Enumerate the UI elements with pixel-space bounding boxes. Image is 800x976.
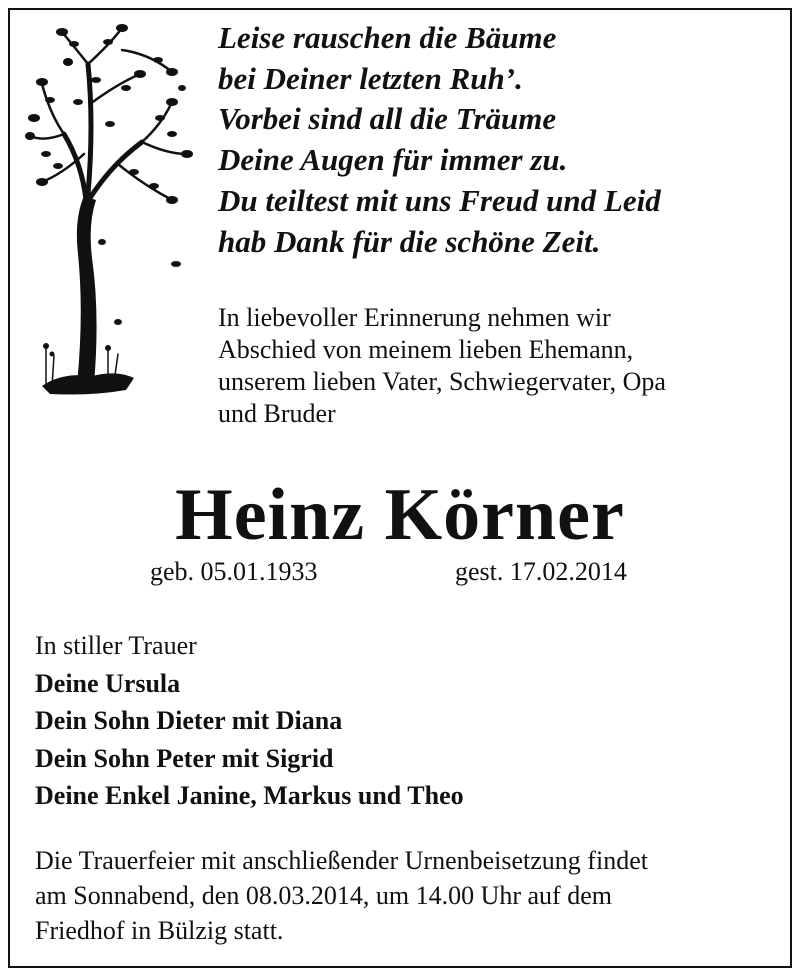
mourners-list xyxy=(35,627,464,815)
service-line: am Sonnabend, den 08.03.2014, um 14.00 Uhr auf dem xyxy=(35,881,612,910)
poem-line: hab Dank für die schöne Zeit. xyxy=(218,223,601,259)
tree-with-falling-leaves-icon xyxy=(22,14,202,410)
mourning-heading: In stiller Trauer xyxy=(35,631,197,660)
poem-line: Vorbei sind all die Träume xyxy=(218,101,557,137)
mourner: Deine Enkel Janine, Markus und Theo xyxy=(35,781,464,810)
poem-verse xyxy=(218,18,778,262)
intro-line: und Bruder xyxy=(218,399,336,428)
mourner: Deine Ursula xyxy=(35,668,181,698)
intro-text xyxy=(218,302,778,430)
poem-line: Leise rauschen die Bäume xyxy=(218,20,557,55)
intro-line: Abschied von meinem lieben Ehemann, xyxy=(218,335,634,364)
poem-line: Du teiltest mit uns Freud und Leid xyxy=(218,182,661,218)
mourner: Dein Sohn Dieter mit Diana xyxy=(35,706,343,735)
poem-line: Deine Augen für immer zu. xyxy=(218,142,568,178)
death-date: gest. 17.02.2014 xyxy=(455,557,627,586)
funeral-service-info xyxy=(35,843,795,948)
deceased-name: Heinz Körner xyxy=(175,474,625,556)
birth-date: geb. 05.01.1933 xyxy=(150,557,318,586)
poem-line: bei Deiner letzten Ruh’. xyxy=(218,60,523,96)
service-line: Die Trauerfeier mit anschließender Urnenbeisetzung findet xyxy=(35,846,648,875)
intro-line: In liebevoller Erinnerung nehmen wir xyxy=(218,303,611,332)
intro-line: unserem lieben Vater, Schwiegervater, Opa xyxy=(218,367,666,396)
service-line: Friedhof in Bülzig statt. xyxy=(35,916,284,945)
mourner: Dein Sohn Peter mit Sigrid xyxy=(35,743,334,773)
